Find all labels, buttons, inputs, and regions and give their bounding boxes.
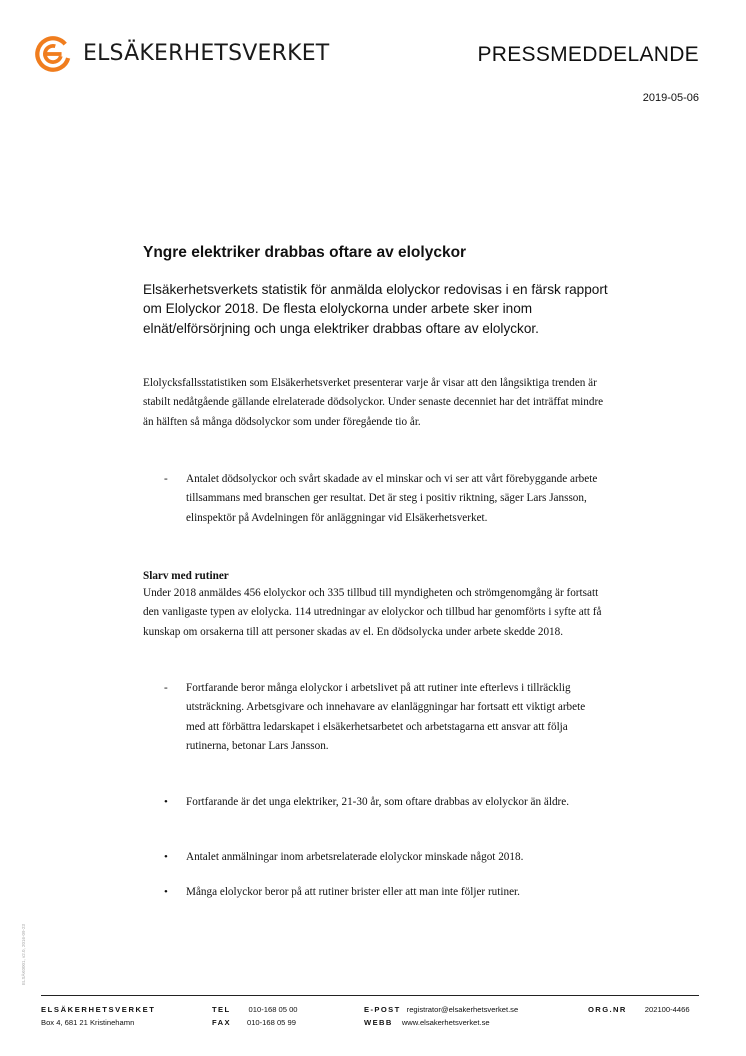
org-logo xyxy=(34,35,329,73)
footer-fax-value: 010-168 05 99 xyxy=(246,1018,296,1027)
footer-orgnr-label: ORG.NR xyxy=(588,1005,627,1014)
article-lead: Elsäkerhetsverkets statistik för anmälda elolyckor redovisas i en färsk rapport om Elolyckor 2018. De flesta elolyckorna under arbete sker inom elnät/elförsörjning och unga elektriker drabbas oftare av elolyckor. xyxy=(143,282,608,336)
article-paragraph-1: Elolycksfallsstatistiken som Elsäkerhetsverket presenterar varje år visar att den långsiktiga trenden är stabilt nedåtgående gällande elrelaterade dödsolyckor. Under senaste decenniet har det inträffat mindre än hälften så många dödsolyckor som under föregående tio år. xyxy=(143,377,604,428)
footer-org-name: ELSÄKERHETSVERKET xyxy=(41,1005,156,1014)
quote-1 xyxy=(164,470,604,528)
bullet-icon: • xyxy=(164,796,168,808)
quote-dash: - xyxy=(164,682,168,694)
footer-divider xyxy=(41,995,699,996)
footer-tel xyxy=(212,1003,298,1016)
quote-text: Antalet dödsolyckor och svårt skadade av el minskar och vi ser att vårt förebyggande arbete tillsammans med branschen ger resultat. Det är steg i positiv riktning, säger Lars Jansson, elinspektör på Avdelningen för anläggningar vid Elsäkerhetsverket. xyxy=(186,473,598,524)
bullet-text: Många elolyckor beror på att rutiner brister eller att man inte följer rutiner. xyxy=(186,886,520,898)
bullet-icon: • xyxy=(164,851,168,863)
article-title: Yngre elektriker drabbas oftare av elolyckor xyxy=(143,244,467,261)
quote-text: Fortfarande beror många elolyckor i arbetslivet på att rutiner inte efterlevs i tillräcklig utsträckning. Arbetsgivare och innehavare av elanläggningar har fortsatt ett viktigt arbete med att förbättra ledarskapet i elsäkerhetsarbetet och arbetstagarna ett ansvar att följa rutinerna, betonar Lars Jansson. xyxy=(186,682,586,753)
footer-web-value[interactable]: www.elsakerhetsverket.se xyxy=(401,1018,490,1027)
org-name: ELSÄKERHETSVERKET xyxy=(83,41,330,66)
footer-web-label: WEBB xyxy=(364,1018,393,1027)
bullet-text: Antalet anmälningar inom arbetsrelaterade elolyckor minskade något 2018. xyxy=(186,851,524,863)
footer-email xyxy=(364,1003,518,1016)
footer-tel-value: 010-168 05 00 xyxy=(248,1005,298,1014)
quote-2 xyxy=(164,679,604,757)
bullet-item xyxy=(164,883,614,902)
footer-fax xyxy=(212,1016,296,1029)
document-date: 2019-05-06 xyxy=(642,92,699,104)
footer-orgnr xyxy=(588,1003,690,1016)
footer-tel-label: TEL xyxy=(212,1005,231,1014)
footer-email-label: E-POST xyxy=(364,1005,401,1014)
quote-dash: - xyxy=(164,473,168,485)
bullet-text: Fortfarande är det unga elektriker, 21-30 år, som oftare drabbas av elolyckor än äldre. xyxy=(186,796,570,808)
footer-address: Box 4, 681 21 Kristinehamn xyxy=(41,1018,135,1027)
bullet-item xyxy=(164,848,614,867)
subheading: Slarv med rutiner xyxy=(143,570,229,582)
bullet-icon: • xyxy=(164,886,168,898)
footer-org xyxy=(41,1003,156,1029)
footer-web xyxy=(364,1016,490,1029)
article-paragraph-2: Under 2018 anmäldes 456 elolyckor och 335 tillbud till myndigheten och strömgenomgång är fortsatt den vanligaste typen av elolycka. 114 utredningar av elolyckor och tillbud har genomförts i syfte att få kunskap om orsakerna till att personer skadas av el. En dödsolycka under arbete skedde 2018. xyxy=(143,587,602,638)
bullet-item xyxy=(164,793,614,812)
footer-orgnr-value: 202100-4466 xyxy=(644,1005,690,1014)
footer-email-value[interactable]: registrator@elsakerhetsverket.se xyxy=(406,1005,519,1014)
document-template-code: ELSÄK0001, v2.0, 2016-09-23 xyxy=(21,923,26,985)
footer-fax-label: FAX xyxy=(212,1018,231,1027)
document-type: PRESSMEDDELANDE xyxy=(477,43,699,66)
elsakerhetsverket-logo-icon xyxy=(34,35,72,73)
